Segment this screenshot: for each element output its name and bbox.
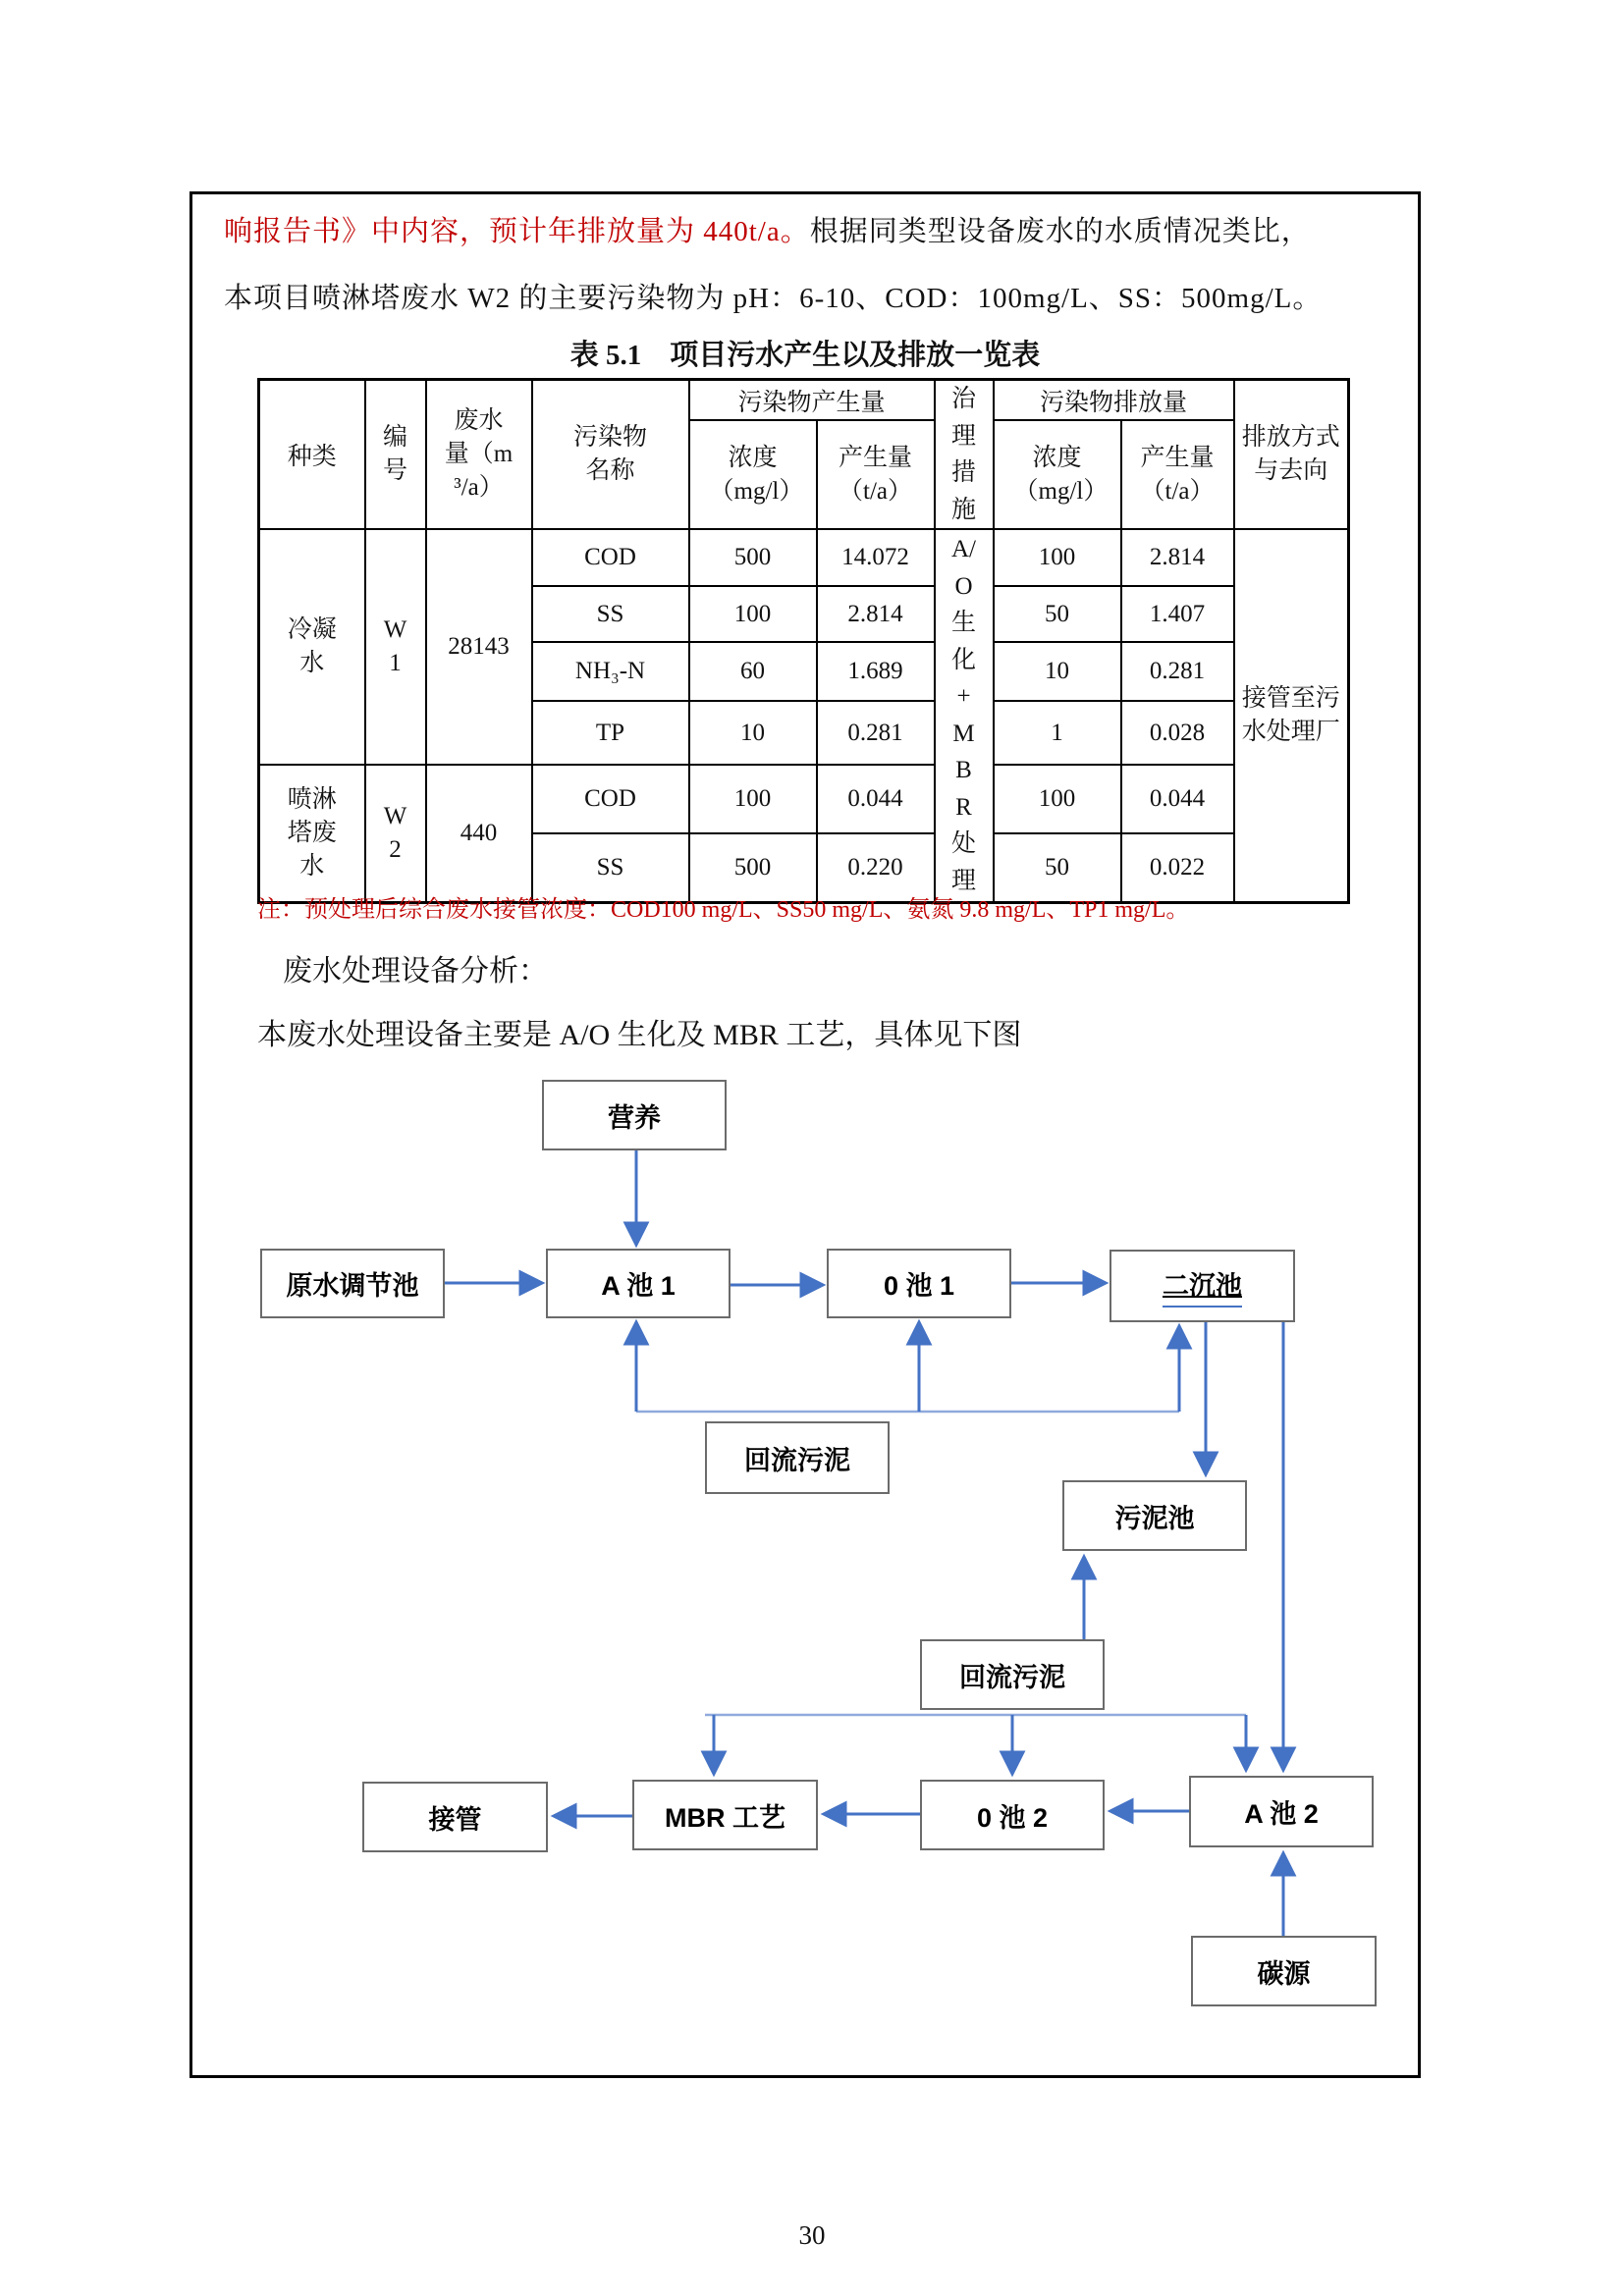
cell-w1-cod-da: 2.814 (1121, 529, 1234, 586)
header-pollutant: 污染物名称 (532, 380, 689, 530)
cell-w1-cod-name: COD (532, 529, 689, 586)
cell-w1-kind: 冷凝水 (259, 529, 365, 765)
box-raw-water-tank: 原水调节池 (260, 1249, 445, 1318)
box-nutrient: 营养 (542, 1080, 727, 1150)
box-return-sludge-1: 回流污泥 (705, 1421, 890, 1494)
cell-w2-cod-dc: 100 (994, 765, 1121, 833)
box-carbon-source: 碳源 (1191, 1936, 1377, 2006)
cell-w1-ss-pc: 100 (689, 586, 817, 642)
box-a-tank-1: A 池 1 (546, 1249, 731, 1318)
cell-w2-cod-pc: 100 (689, 765, 817, 833)
cell-w1-nh3-da: 0.281 (1121, 642, 1234, 701)
header-kind: 种类 (259, 380, 365, 530)
header-production-group: 污染物产生量 (689, 380, 935, 421)
cell-w1-id: W1 (365, 529, 426, 765)
cell-w2-ss-dc: 50 (994, 833, 1121, 902)
header-treatment: 治理措施 (935, 380, 994, 530)
intro-line-1-black: 根据同类型设备废水的水质情况类比， (809, 216, 1311, 247)
header-discharge-group: 污染物排放量 (994, 380, 1234, 421)
box-mbr-process: MBR 工艺 (632, 1780, 818, 1850)
cell-w1-ss-pa: 2.814 (817, 586, 935, 642)
table-row (259, 529, 1349, 586)
cell-w1-ss-da: 1.407 (1121, 586, 1234, 642)
wastewater-table (257, 378, 1350, 904)
header-dis-amount: 产生量（t/a） (1121, 420, 1234, 529)
cell-w1-nh3-pc: 60 (689, 642, 817, 701)
intro-line-1-red: 响报告书》中内容，预计年排放量为 440t/a。 (224, 216, 810, 247)
intro-line-1 (224, 209, 1410, 249)
cell-w1-volume: 28143 (426, 529, 532, 765)
header-prod-amount: 产生量（t/a） (817, 420, 935, 529)
cell-w1-tp-name: TP (532, 701, 689, 765)
cell-w2-ss-pc: 500 (689, 833, 817, 902)
box-return-sludge-2: 回流污泥 (920, 1639, 1105, 1710)
analysis-heading: 废水处理设备分析： (283, 955, 548, 988)
cell-w1-cod-dc: 100 (994, 529, 1121, 586)
cell-w2-ss-da: 0.022 (1121, 833, 1234, 902)
cell-w2-ss-name: SS (532, 833, 689, 902)
cell-w1-tp-pa: 0.281 (817, 701, 935, 765)
box-secondary-clarifier: 二沉池 (1110, 1250, 1295, 1322)
box-sludge-tank: 污泥池 (1062, 1480, 1247, 1551)
box-a-tank-2: A 池 2 (1189, 1776, 1374, 1847)
cell-w2-id: W2 (365, 765, 426, 902)
box-pipe-connection: 接管 (362, 1782, 548, 1852)
cell-w1-cod-pc: 500 (689, 529, 817, 586)
cell-w2-kind: 喷淋塔废水 (259, 765, 365, 902)
cell-w1-ss-name: SS (532, 586, 689, 642)
cell-w2-cod-da: 0.044 (1121, 765, 1234, 833)
cell-destination: 接管至污水处理厂 (1234, 529, 1349, 902)
cell-w1-ss-dc: 50 (994, 586, 1121, 642)
analysis-body: 本废水处理设备主要是 A/O 生化及 MBR 工艺，具体见下图 (257, 1019, 1022, 1051)
header-prod-conc: 浓度（mg/l） (689, 420, 817, 529)
intro-line-2: 本项目喷淋塔废水 W2 的主要污染物为 pH：6-10、COD：100mg/L、SS：500mg/L。 (224, 283, 1323, 314)
cell-w1-nh3-pa: 1.689 (817, 642, 935, 701)
cell-w1-nh3-dc: 10 (994, 642, 1121, 701)
cell-w2-volume: 440 (426, 765, 532, 902)
cell-w1-tp-da: 0.028 (1121, 701, 1234, 765)
cell-w2-cod-pa: 0.044 (817, 765, 935, 833)
cell-w2-ss-pa: 0.220 (817, 833, 935, 902)
cell-w1-nh3-name: NH₃-N (532, 642, 689, 701)
box-o-tank-2: 0 池 2 (920, 1780, 1105, 1850)
header-destination: 排放方式与去向 (1234, 380, 1349, 530)
header-id: 编号 (365, 380, 426, 530)
cell-w1-tp-pc: 10 (689, 701, 817, 765)
table-note: 注：预处理后综合废水接管浓度：COD100 mg/L、SS50 mg/L、氨氮 9.8 mg/L、TP1 mg/L。 (257, 897, 1190, 923)
header-volume: 废水量（m³/a） (426, 380, 532, 530)
cell-w1-tp-dc: 1 (994, 701, 1121, 765)
header-dis-conc: 浓度（mg/l） (994, 420, 1121, 529)
cell-w2-cod-name: COD (532, 765, 689, 833)
table-row (259, 765, 1349, 833)
cell-treatment: A/O生化+MBR处理 (935, 529, 994, 902)
cell-w1-cod-pa: 14.072 (817, 529, 935, 586)
page-number: 30 (798, 2220, 826, 2250)
box-o-tank-1: 0 池 1 (827, 1249, 1011, 1318)
table-title: 表 5.1 项目污水产生以及排放一览表 (569, 340, 1041, 371)
